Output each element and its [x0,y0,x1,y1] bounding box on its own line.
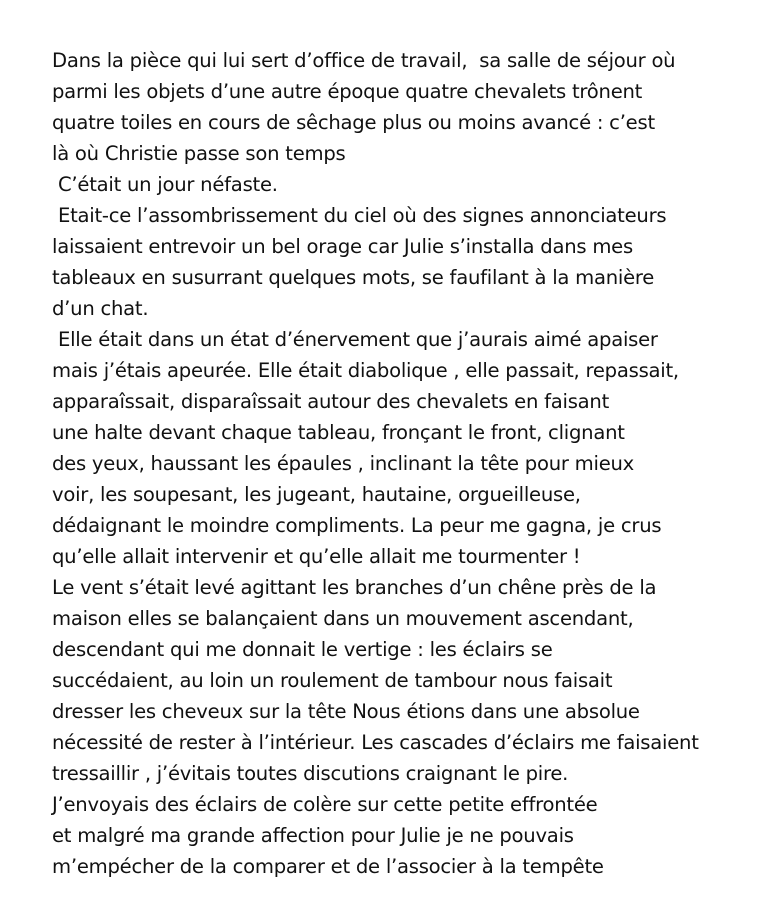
text-line: et malgré ma grande affection pour Julie je ne pouvais [52,824,574,847]
text-line: d’un chat. [52,297,149,320]
text-line: dédaignant le moindre compliments. La peur me gagna, je crus [52,514,662,537]
text-line: tressaillir , j’évitais toutes discutions craignant le pire. [52,762,569,785]
text-line: voir, les soupesant, les jugeant, hautaine, orgueilleuse, [52,483,581,506]
text-line: parmi les objets d’une autre époque quatre chevalets trônent [52,80,643,103]
text-line: descendant qui me donnait le vertige : les éclairs se [52,638,553,661]
text-line: mais j’étais apeurée. Elle était diabolique , elle passait, repassait, [52,359,679,382]
text-line: m’empécher de la comparer et de l’associer à la tempête [52,855,604,878]
text-line: là où Christie passe son temps [52,142,346,165]
text-line: qu’elle allait intervenir et qu’elle allait me tourmenter ! [52,545,581,568]
text-line: dresser les cheveux sur la tête Nous étions dans une absolue [52,700,640,723]
text-line: des yeux, haussant les épaules , inclinant la tête pour mieux [52,452,635,475]
text-line: C’était un jour néfaste. [52,173,278,196]
text-line: tableaux en susurrant quelques mots, se faufilant à la manière [52,266,655,289]
text-line: Elle était dans un état d’énervement que j’aurais aimé apaiser [52,328,658,351]
document-body [52,45,767,882]
text-line: Dans la pièce qui lui sert d’office de travail, sa salle de séjour où [52,49,676,72]
text-line: nécessité de rester à l’intérieur. Les cascades d’éclairs me faisaient [52,731,699,754]
text-line: Le vent s’était levé agittant les branches d’un chêne près de la [52,576,657,599]
text-line: Etait-ce l’assombrissement du ciel où des signes annonciateurs [52,204,667,227]
text-line: apparaîssait, disparaîssait autour des chevalets en faisant [52,390,610,413]
text-line: quatre toiles en cours de sêchage plus ou moins avancé : c’est [52,111,655,134]
text-line: succédaient, au loin un roulement de tambour nous faisait [52,669,613,692]
text-line: J’envoyais des éclairs de colère sur cette petite effrontée [52,793,598,816]
text-line: maison elles se balançaient dans un mouvement ascendant, [52,607,634,630]
text-line: laissaient entrevoir un bel orage car Julie s’installa dans mes [52,235,633,258]
text-line: une halte devant chaque tableau, fronçant le front, clignant [52,421,625,444]
